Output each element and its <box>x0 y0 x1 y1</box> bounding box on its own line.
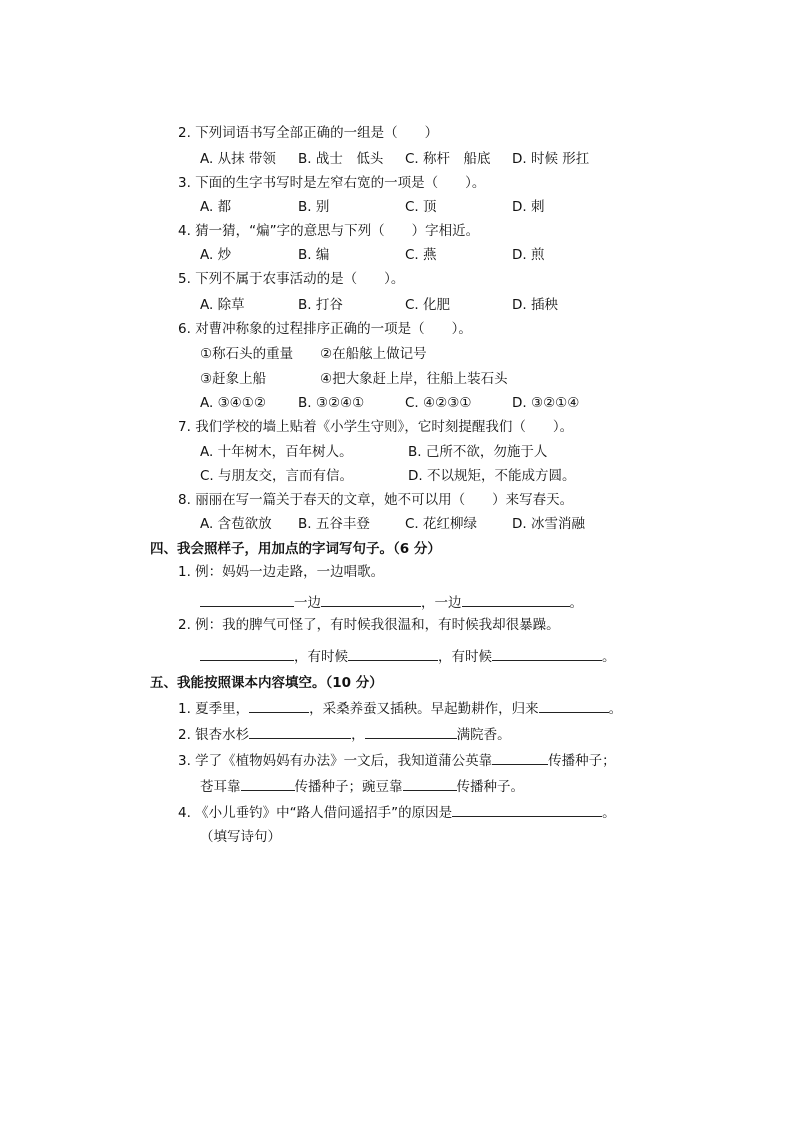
q7-option-a[interactable]: A. 十年树木，百年树人。 <box>200 444 353 460</box>
q6-option-d[interactable]: D. ③②①④ <box>512 395 580 411</box>
q6-option-b[interactable]: B. ③②④① <box>298 395 365 411</box>
s5-q3-blank-3[interactable] <box>403 776 457 791</box>
s5-q2-blank-1[interactable] <box>249 724 351 739</box>
q6-step-2: ②在船舷上做记号 <box>320 346 427 362</box>
question-6: 6. 对曹冲称象的过程排序正确的一项是（ ）。 <box>178 321 472 337</box>
s4-q1-blank-3[interactable] <box>462 592 570 607</box>
q4-option-d[interactable]: D. 煎 <box>512 247 545 263</box>
question-4: 4. 猜一猜，“煸”字的意思与下列（ ）字相近。 <box>178 223 480 239</box>
question-7: 7. 我们学校的墙上贴着《小学生守则》，它时刻提醒我们（ ）。 <box>178 419 574 435</box>
s5-q3-blank-1[interactable] <box>492 750 548 765</box>
q4-option-b[interactable]: B. 编 <box>298 247 330 263</box>
s5-q3-cont: 苍耳靠 传播种子；豌豆靠 传播种子。 <box>200 776 524 796</box>
section-5-title: 五、我能按照课本内容填空。（10 分） <box>150 675 383 691</box>
s5-q1: 1. 夏季里， ，采桑养蚕又插秧。早起勤耕作，归来 。 <box>178 698 622 718</box>
q2-option-a[interactable]: A. 从抹 带领 <box>200 151 276 167</box>
q7-option-c[interactable]: C. 与朋友交，言而有信。 <box>200 468 354 484</box>
q5-option-c[interactable]: C. 化肥 <box>405 297 451 313</box>
q8-option-d[interactable]: D. 冰雪消融 <box>512 516 585 532</box>
q6-step-1: ①称石头的重量 <box>200 346 294 362</box>
q3-option-a[interactable]: A. 都 <box>200 199 232 215</box>
s4-q2-answer-line: ，有时候 ，有时候 。 <box>200 646 616 666</box>
q4-option-c[interactable]: C. 燕 <box>405 247 437 263</box>
s5-q2-blank-2[interactable] <box>365 724 457 739</box>
q2-option-d[interactable]: D. 时候 形扛 <box>512 151 590 167</box>
q6-option-c[interactable]: C. ④②③① <box>405 395 472 411</box>
q7-option-d[interactable]: D. 不以规矩，不能成方圆。 <box>408 468 576 484</box>
q2-option-c[interactable]: C. 称杆 船底 <box>405 151 491 167</box>
q8-option-b[interactable]: B. 五谷丰登 <box>298 516 370 532</box>
q5-option-b[interactable]: B. 打谷 <box>298 297 343 313</box>
q8-option-c[interactable]: C. 花红柳绿 <box>405 516 478 532</box>
q4-option-a[interactable]: A. 炒 <box>200 247 232 263</box>
s5-q4-note: （填写诗句） <box>200 829 281 845</box>
s4-q2-blank-2[interactable] <box>348 646 438 661</box>
q6-step-4: ④把大象赶上岸，往船上装石头 <box>320 371 508 387</box>
q2-option-b[interactable]: B. 战士 低头 <box>298 151 384 167</box>
q3-option-b[interactable]: B. 别 <box>298 199 330 215</box>
s4-q1-answer-line: 一边 ，一边 。 <box>200 592 583 612</box>
s5-q4-blank[interactable] <box>452 802 602 817</box>
s4-q1-example: 1. 例：妈妈一边走路，一边唱歌。 <box>178 564 385 580</box>
question-5: 5. 下列不属于农事活动的是（ ）。 <box>178 271 405 287</box>
s4-q1-blank-1[interactable] <box>200 592 294 607</box>
q8-option-a[interactable]: A. 含苞欲放 <box>200 516 272 532</box>
question-3: 3. 下面的生字书写时是左窄右宽的一项是（ ）。 <box>178 175 486 191</box>
q7-option-b[interactable]: B. 己所不欲，勿施于人 <box>408 444 548 460</box>
s5-q2: 2. 银杏水杉 ， 满院香。 <box>178 724 511 744</box>
s4-q2-example: 2. 例：我的脾气可怪了，有时候我很温和，有时候我却很暴躁。 <box>178 617 560 633</box>
question-8: 8. 丽丽在写一篇关于春天的文章，她不可以用（ ）来写春天。 <box>178 492 574 508</box>
q3-option-d[interactable]: D. 刺 <box>512 199 545 215</box>
s5-q3-blank-2[interactable] <box>241 776 295 791</box>
question-2: 2. 下列词语书写全部正确的一组是（ ） <box>178 125 439 141</box>
s5-q4: 4. 《小儿垂钓》中“路人借问遥招手”的原因是 。 <box>178 802 616 822</box>
s5-q1-blank-2[interactable] <box>539 698 609 713</box>
q6-step-3: ③赶象上船 <box>200 371 267 387</box>
s5-q1-blank-1[interactable] <box>249 698 309 713</box>
s4-q2-blank-3[interactable] <box>492 646 602 661</box>
section-4-title: 四、我会照样子，用加点的字词写句子。（6 分） <box>150 541 441 557</box>
q3-option-c[interactable]: C. 顶 <box>405 199 437 215</box>
q5-option-a[interactable]: A. 除草 <box>200 297 245 313</box>
q5-option-d[interactable]: D. 插秧 <box>512 297 558 313</box>
s4-q2-blank-1[interactable] <box>200 646 294 661</box>
s5-q3: 3. 学了《植物妈妈有办法》一文后，我知道蒲公英靠 传播种子； <box>178 750 616 770</box>
q6-option-a[interactable]: A. ③④①② <box>200 395 266 411</box>
s4-q1-blank-2[interactable] <box>321 592 421 607</box>
